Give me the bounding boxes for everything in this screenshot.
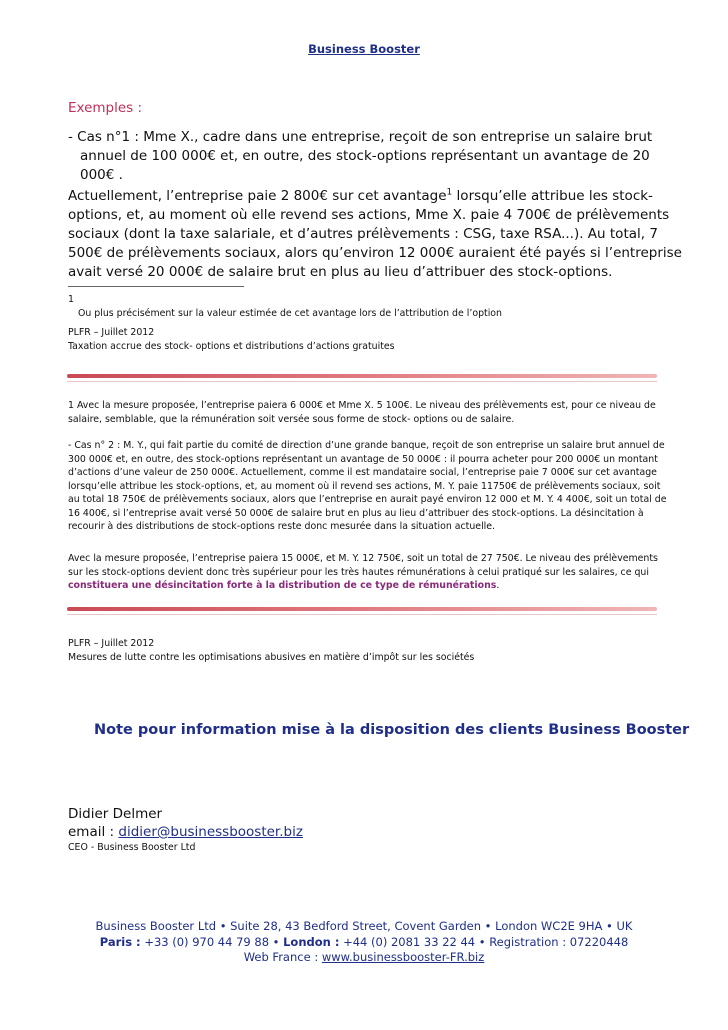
footnote-reference: 1 [446,187,453,198]
footer-phones [0,935,728,951]
para2-end: . [496,580,500,591]
para1-line: sociaux (dont la taxe salariale, et d’autres prélèvements : CSG, taxe RSA...). Au total, 7 [68,226,658,242]
paris-label: Paris : [99,934,141,949]
case2-paragraph: - Cas n° 2 : M. Y., qui fait partie du comité de direction d’une grande banque, reçoit de son entreprise un salaire brut annuel de 300 000€ et, en outre, des stock-options représentant un avantage de 50 000€ : il pourra acheter pour 200 000€ un montant d’actions d’une valeur de 250 000€. Actuellement, comme il est mandataire social, l’entreprise paie 7 000€ sur cet avantage lorsqu’elle attribue les stock-options, et, au moment où il revend ses actions, M. Y. paie 11750€ de prélèvements sociaux, soit au total 18 750€ de prélèvements sociaux, alors que l’entreprise en aurait payé environ 12 000 et M. Y. 4 400€, soit un total de 16 400€, si l’entreprise avait versé 50 000€ de salaire brut en plus au lieu d’attribuer des stock-options. La désincitation à recourir à des distributions de stock-options reste donc mesurée dans la situation actuelle. [68,440,667,532]
email-label: email : [68,824,119,840]
web-label: Web France : [243,950,322,964]
section-divider [67,607,657,611]
para1-paragraph [68,187,682,282]
para2-text: Avec la mesure proposée, l’entreprise paiera 15 000€, et M. Y. 12 750€, soit un total de 27 750€. Le niveau des prélèvements sur les stock-options devient donc très supérieur pour les très hautes rémunérations à celui pratiqué sur les salaires, ce qui [68,553,658,578]
header-title: Business Booster [308,42,420,56]
plfr-date: PLFR – Juillet 2012 [68,638,155,649]
footnote-number: 1 [68,294,74,305]
para1-line: avait versé 20 000€ de salaire brut en plus au lieu d’attribuer des stock-options. [68,264,613,280]
paris-value: +33 (0) 970 44 79 88 • [140,934,284,949]
section-divider-shadow [67,381,657,382]
section-divider [67,374,657,378]
para1-line1-rest: lorsqu’elle attribue les stock- [452,188,653,204]
client-note: Note pour information mise à la disposition des clients Business Booster [94,722,690,738]
case1-line: - Cas n°1 : Mme X., cadre dans une entreprise, reçoit de son entreprise un salaire brut [68,129,653,145]
plfr-date: PLFR – Juillet 2012 [68,327,155,338]
footer [0,919,728,966]
contact-name: Didier Delmer [68,806,163,822]
web-link[interactable]: www.businessbooster-FR.biz [321,950,485,964]
para2-paragraph [68,552,668,593]
footer-address: Business Booster Ltd • Suite 28, 43 Bedford Street, Covent Garden • London WC2E 9HA • UK [95,919,633,933]
london-value: +44 (0) 2081 33 22 44 • Registration : 07220448 [339,934,629,949]
para1-line: options, et, au moment où elle revend ses actions, Mme X. paie 4 700€ de prélèvements [68,207,670,223]
case1-line: annuel de 100 000€ et, en outre, des stock-options représentant un avantage de 20 [80,148,650,164]
para1-line1-text: Actuellement, l’entreprise paie 2 800€ sur cet avantage [68,188,447,204]
case1-paragraph [68,128,668,185]
footer-web [0,950,728,966]
para1-line [68,187,668,206]
footnote-1 [68,293,668,320]
london-label: London : [283,934,340,949]
section-divider-shadow [67,614,657,615]
contact-block [68,805,303,854]
plfr-title: Taxation accrue des stock- options et distributions d’actions gratuites [68,340,395,352]
contact-email-line [68,823,303,841]
examples-heading: Exemples : [68,100,143,116]
footnote-2: 1 Avec la mesure proposée, l’entreprise paiera 6 000€ et Mme X. 5 100€. Le niveau des prélèvements est, pour ce niveau de salaire, semblable, que la rémunération soit versée sous forme de stock- options ou de salaire. [68,400,656,425]
footnote-text: Ou plus précisément sur la valeur estimée de cet avantage lors de l’attribution de l’option [78,307,502,319]
plfr-block-2 [68,637,474,664]
plfr-block-1 [68,326,395,353]
case1-line: 000€ . [80,167,123,183]
para2-highlight: constituera une désincitation forte à la distribution de ce type de rémunérations [68,580,497,591]
email-link[interactable]: didier@businessbooster.biz [118,824,303,840]
para1-line: 500€ de prélèvements sociaux, alors qu’environ 12 000€ auraient été payés si l’entreprise [68,245,682,261]
plfr-title: Mesures de lutte contre les optimisations abusives en matière d’impôt sur les sociétés [68,651,475,663]
contact-role: CEO - Business Booster Ltd [68,842,196,853]
footnote-separator [68,286,244,287]
